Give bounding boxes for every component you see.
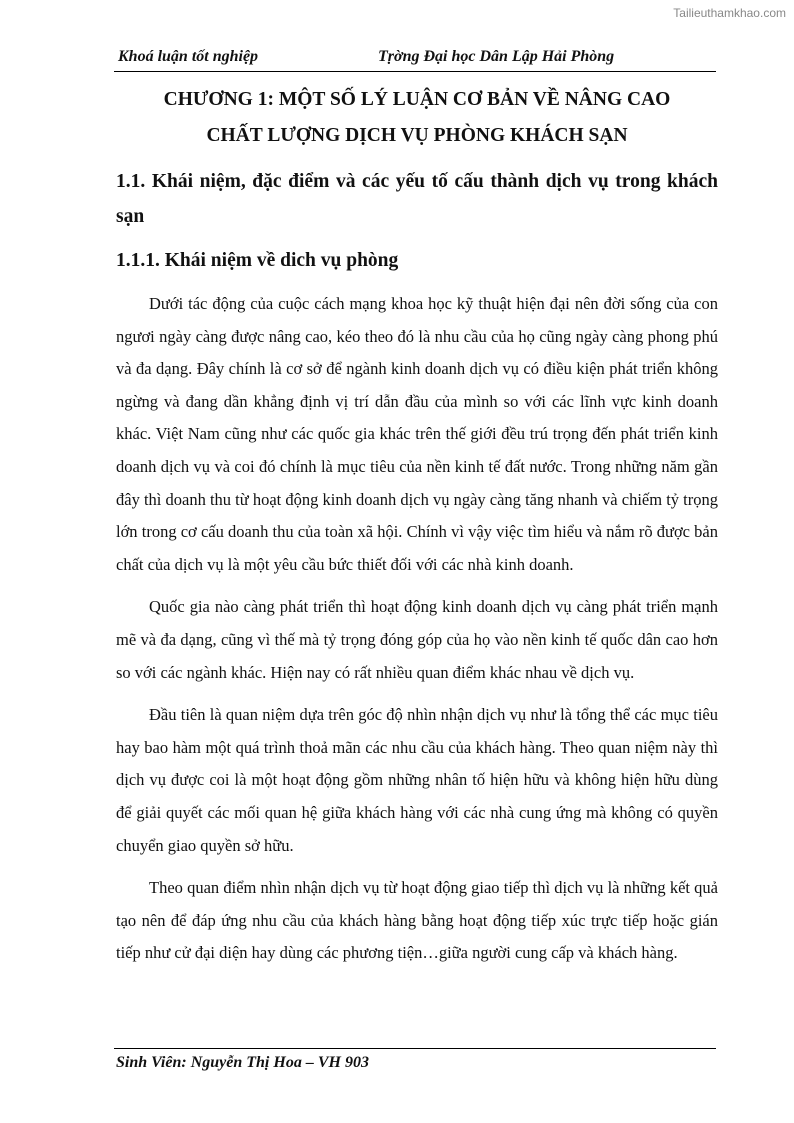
page-header — [114, 48, 716, 70]
watermark: Tailieuthamkhao.com — [673, 6, 786, 20]
paragraph-4: Theo quan điểm nhìn nhận dịch vụ từ hoạt động giao tiếp thì dịch vụ là những kết quả tạo nên để đáp ứng nhu cầu của khách hàng bằng hoạt động tiếp xúc trực tiếp hoặc gián tiếp như cử đại diện hay dùng các phương tiện…giữa người cung cấp và khách hàng. — [116, 878, 718, 963]
paragraph-3: Đầu tiên là quan niệm dựa trên góc độ nhìn nhận dịch vụ như là tổng thể các mục tiêu hay bao hàm một quá trình thoả mãn các nhu cầu của khách hàng. Theo quan niệm này thì dịch vụ được coi là một hoạt động gồm những nhân tố hiện hữu và không hiện hữu dùng để giải quyết các mối quan hệ giữa khách hàng với các nhà cung ứng mà không có quyền chuyển giao quyền sở hữu. — [116, 705, 718, 855]
header-left-text: Khoá luận tốt nghiệp — [118, 48, 259, 65]
paragraph-1: Dưới tác động của cuộc cách mạng khoa học kỹ thuật hiện đại nên đời sống của con ngươi ngày càng được nâng cao, kéo theo đó là nhu cầu của họ cũng ngày càng phong phú và đa dạng. Đây chính là cơ sở để ngành kinh doanh dịch vụ có điều kiện phát triển không ngừng và đang dần khẳng định vị trí dẫn đầu của mình so với các lĩnh vực kinh doanh khác. Việt Nam cũng như các quốc gia khác trên thế giới đều trú trọng đến phát triển kinh doanh dịch vụ và coi đó chính là mục tiêu của nền kinh tế đất nước. Trong những năm gần đây thì doanh thu từ hoạt động kinh doanh dịch vụ ngày càng tăng nhanh và chiếm tỷ trọng lớn trong cơ cấu doanh thu của toàn xã hội. Chính vì vậy việc tìm hiểu và nắm rõ được bản chất của dịch vụ là một yêu cầu bức thiết đối với các nhà kinh doanh. — [116, 294, 718, 574]
page-footer: Sinh Viên: Nguyễn Thị Hoa – VH 903 — [116, 1054, 369, 1071]
page-body — [116, 82, 718, 970]
header-divider — [114, 71, 716, 72]
chapter-title-line-2: CHẤT LƯỢNG DỊCH VỤ PHÒNG KHÁCH SẠN — [206, 125, 628, 146]
chapter-title-line-1: CHƯƠNG 1: MỘT SỐ LÝ LUẬN CƠ BẢN VỀ NÂNG CAO — [163, 89, 671, 110]
section-title: 1.1. Khái niệm, đặc điểm và các yếu tố cấu thành dịch vụ trong khách sạn — [116, 171, 718, 227]
subsection-title: 1.1.1. Khái niệm về dich vụ phòng — [116, 250, 399, 271]
header-right-text: Tṛờng Đại học Dân Lập Hải Phòng — [378, 48, 615, 65]
footer-divider — [114, 1048, 716, 1049]
paragraph-2: Quốc gia nào càng phát triển thì hoạt động kinh doanh dịch vụ càng phát triển mạnh mẽ và đa dạng, cũng vì thế mà tỷ trọng đóng góp của họ vào nền kinh tế quốc dân cao hơn so với các ngành khác. Hiện nay có rất nhiều quan điểm khác nhau về dịch vụ. — [116, 597, 718, 682]
